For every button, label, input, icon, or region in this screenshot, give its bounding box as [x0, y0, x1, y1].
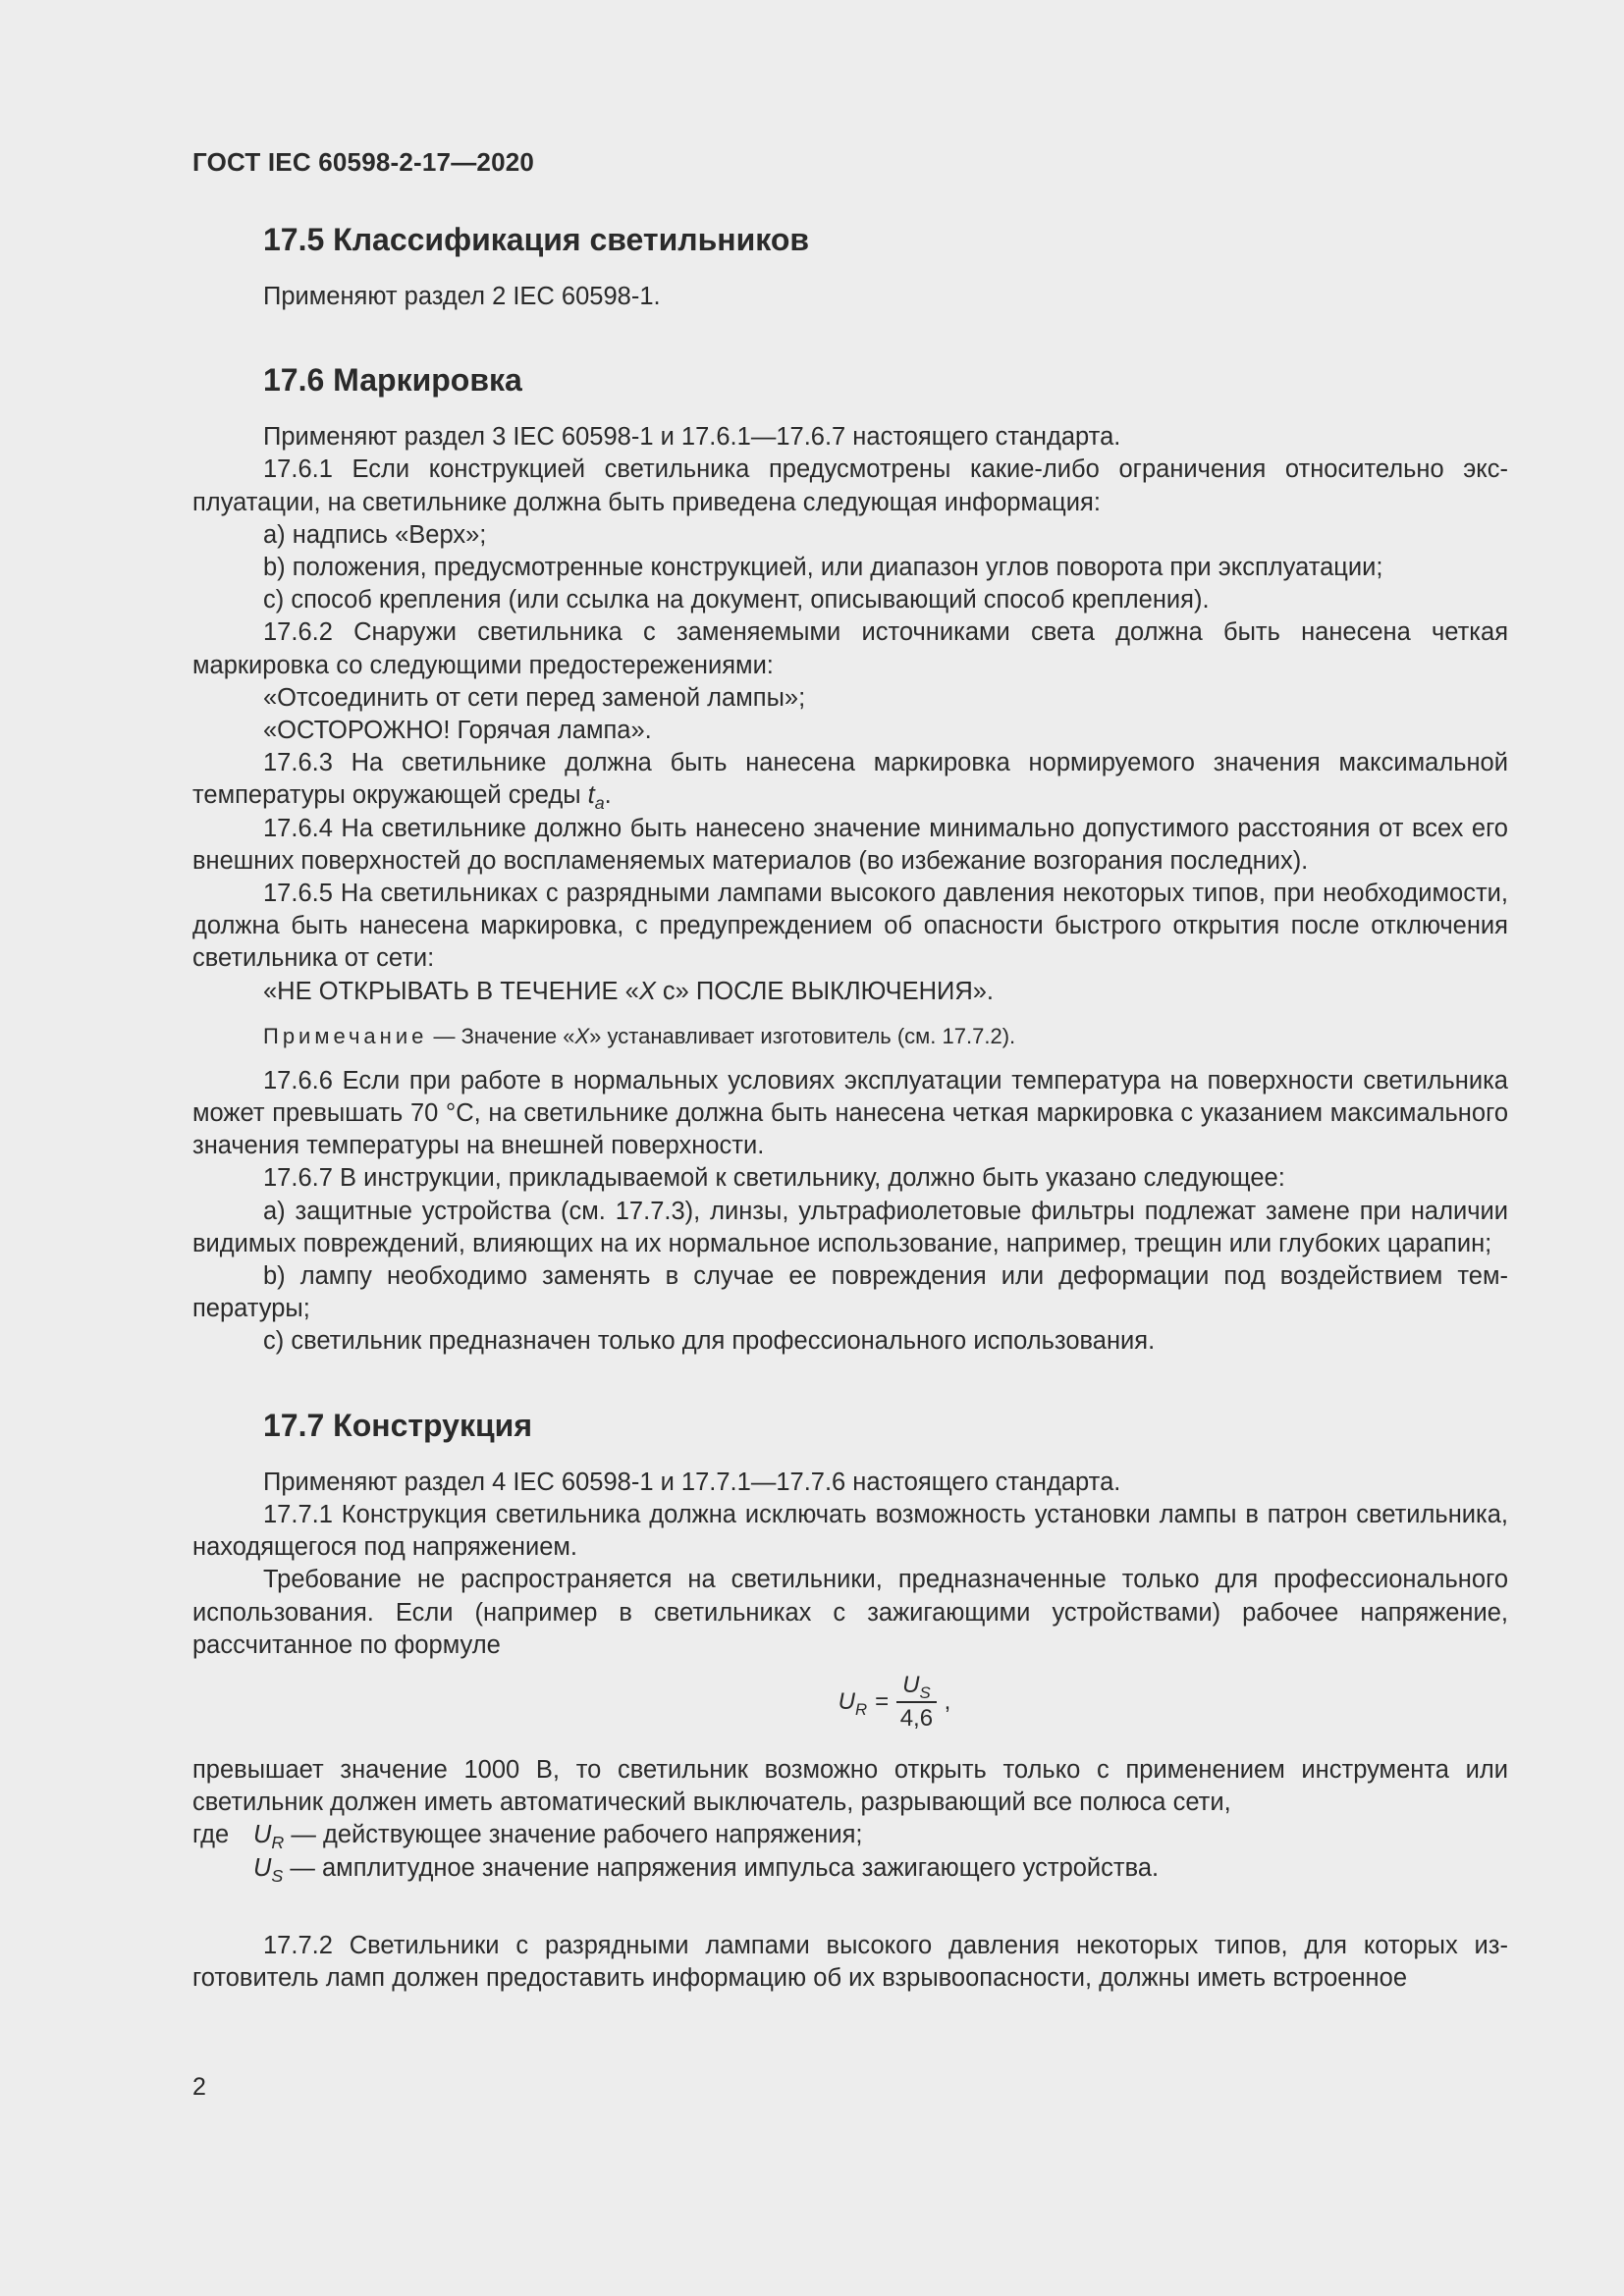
- warning-text: «ОСТОРОЖНО! Горячая лампа».: [263, 717, 652, 745]
- definition-text: — действующее значение рабочего напряжения;: [284, 1821, 863, 1849]
- list-item: а) защитные устройства (см. 17.7.3), линзы, ультрафиолетовые фильтры подлежат замене при наличии видимых повреждений, влияющих на их нормальное использование, например, трещин или глубоких царапин;: [192, 1197, 1508, 1257]
- page-number: 2: [192, 2073, 206, 2101]
- symbol: t: [587, 781, 595, 810]
- paragraph-text: 17.6.3 На светильнике должна быть нанесена маркировка нормируемого значения максимальной температуры окружающей среды: [192, 749, 1508, 810]
- symbol-subscript: S: [271, 1865, 284, 1886]
- where-label: где: [192, 1821, 230, 1849]
- paragraph: 17.6.2 Снаружи светильника с заменяемыми источниками света должна быть нанесена четкая маркировка со следующими предостережениями:: [192, 618, 1508, 679]
- symbol: X: [574, 1023, 590, 1048]
- symbol: U: [253, 1853, 272, 1882]
- symbol: X: [638, 977, 656, 1005]
- page-content: [192, 218, 1508, 1995]
- section-17-5-title: 17.5 Классификация светильников: [263, 222, 810, 257]
- formula-lhs-subscript: R: [854, 1700, 868, 1720]
- paragraph: 17.6.4 На светильнике должно быть нанесено значение минимально допустимого расстояния от всех его внешних поверхностей до воспламеняемых материалов (во избежание возгорания последних).: [192, 814, 1508, 875]
- paragraph: 17.6.6 Если при работе в нормальных условиях эксплуатации температура на поверхности светильника может превышать 70 °С, на светильнике должна быть нанесена четкая маркировка с указанием максимального значения температуры на внешней поверхности.: [192, 1066, 1508, 1160]
- note-text: — Значение «: [427, 1023, 575, 1048]
- warning-text-part: «НЕ ОТКРЫВАТЬ В ТЕЧЕНИЕ «: [263, 977, 639, 1005]
- paragraph: превышает значение 1000 В, то светильник возможно открыть только с применением инструмента или светильник должен иметь автоматический выключатель, разрывающий все полюса сети,: [192, 1755, 1508, 1817]
- formula: [192, 1672, 1508, 1736]
- list-item: а) надпись «Верх»;: [263, 520, 487, 549]
- formula-numerator-subscript: S: [919, 1682, 931, 1702]
- definition-text: — амплитудное значение напряжения импульса зажигающего устройства.: [283, 1853, 1160, 1882]
- paragraph: 17.6.7 В инструкции, прикладываемой к светильнику, должно быть указано следующее:: [263, 1164, 1285, 1193]
- note: [192, 1022, 1508, 1051]
- paragraph: Применяют раздел 3 IEC 60598-1 и 17.6.1—17.6.7 настоящего стандарта.: [263, 423, 1121, 452]
- formula-equals: =: [875, 1688, 890, 1716]
- note-text: » устанавливает изготовитель (см. 17.7.2).: [589, 1023, 1016, 1048]
- list-item: с) светильник предназначен только для профессионального использования.: [263, 1327, 1156, 1356]
- where-line: [192, 1852, 1508, 1885]
- paragraph: Применяют раздел 2 IEC 60598-1.: [263, 283, 661, 310]
- formula-denominator: 4,6: [899, 1704, 934, 1732]
- formula-fraction: [896, 1672, 937, 1733]
- paragraph: Требование не распространяется на светильники, предназначенные только для профессионального использования. Если (например в светильниках с зажигающими устройствами) рабочее напряжение, рассчитанное по формуле: [192, 1566, 1508, 1659]
- warning-text: [192, 976, 1508, 1008]
- where-line: [192, 1819, 1508, 1851]
- paragraph: 17.6.1 Если конструкцией светильника предусмотрены какие-либо ограничения относительно эксплуатации, на светильнике должна быть приведена следующая информация:: [192, 455, 1508, 516]
- formula-tail: ,: [944, 1688, 951, 1716]
- paragraph: 17.7.2 Светильники с разрядными лампами высокого давления некоторых типов, для которых изготовитель ламп должен предоставить информацию об их взрывоопасности, должны иметь встроенное: [192, 1931, 1508, 1992]
- symbol: U: [253, 1821, 272, 1849]
- symbol-subscript: a: [594, 793, 605, 814]
- note-label: Примечание: [263, 1023, 428, 1048]
- section-17-7-title: 17.7 Конструкция: [263, 1407, 532, 1443]
- formula-numerator: U: [902, 1671, 920, 1698]
- paragraph: 17.6.5 На светильниках с разрядными лампами высокого давления некоторых типов, при необходимости, должна быть нанесена маркировка, с предупреждением об опасности быстрого открытия после отключения светильника от сети:: [192, 880, 1508, 973]
- paragraph-text: .: [604, 781, 612, 810]
- list-item: b) положения, предусмотренные конструкцией, или диапазон углов поворота при эксплуатации;: [263, 554, 1383, 582]
- paragraph: 17.7.1 Конструкция светильника должна исключать возможность установки лампы в патрон светильника, находящегося под напряжением.: [192, 1500, 1508, 1562]
- paragraph: [192, 747, 1508, 812]
- document-header: ГОСТ IEC 60598-2-17—2020: [192, 147, 535, 177]
- formula-lhs: U: [838, 1688, 855, 1716]
- list-item: b) лампу необходимо заменять в случае ее повреждения или деформации под воздействием температуры;: [192, 1262, 1508, 1323]
- list-item: с) способ крепления (или ссылка на документ, описывающий способ крепления).: [263, 586, 1210, 614]
- warning-text-part: с» ПОСЛЕ ВЫКЛЮЧЕНИЯ».: [655, 977, 995, 1005]
- warning-text: «Отсоединить от сети перед заменой лампы»;: [263, 683, 806, 712]
- paragraph: Применяют раздел 4 IEC 60598-1 и 17.7.1—17.7.6 настоящего стандарта.: [263, 1468, 1121, 1496]
- symbol-subscript: R: [271, 1833, 285, 1853]
- section-17-6-title: 17.6 Маркировка: [263, 362, 522, 399]
